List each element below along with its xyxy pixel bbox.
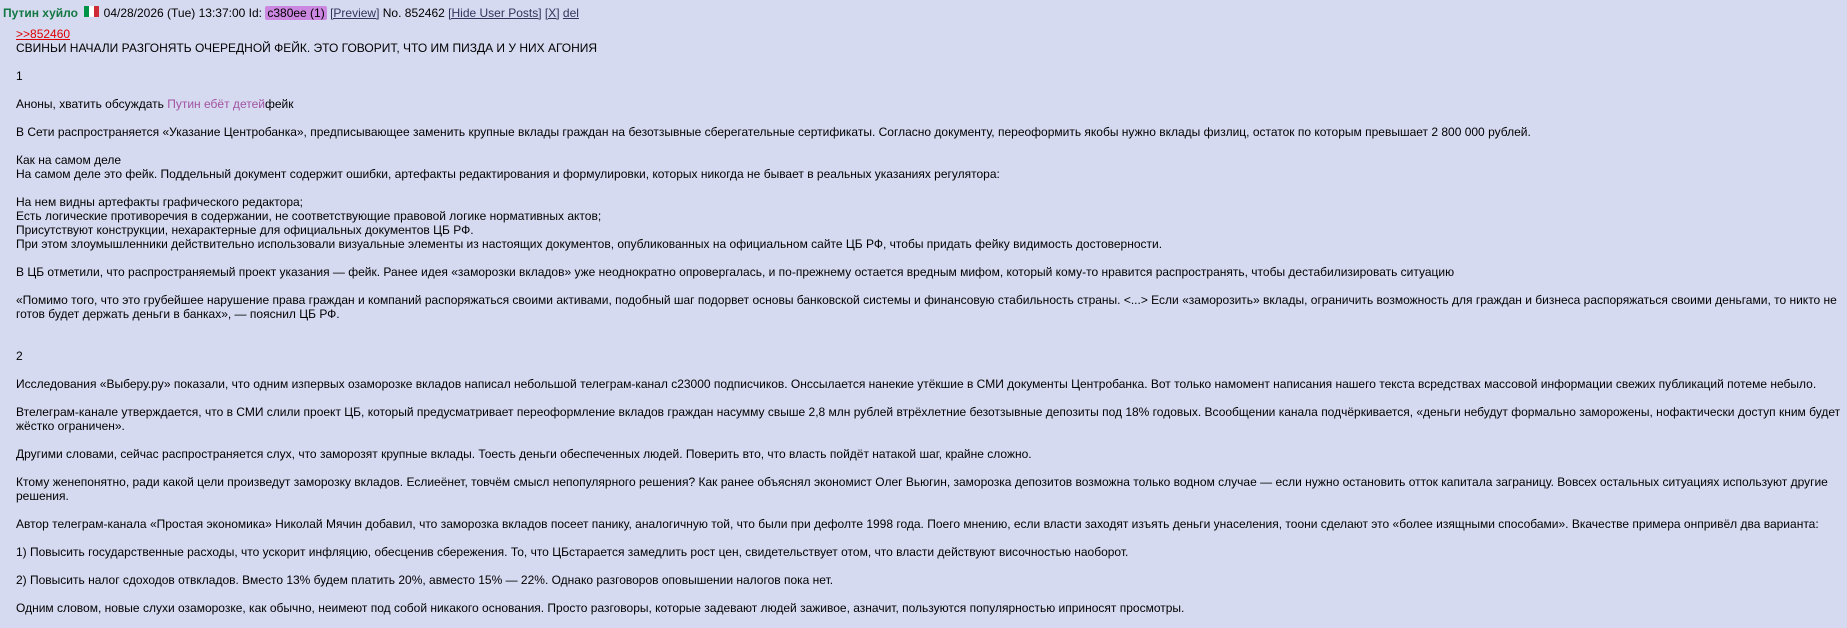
paragraph: Ктому женепонятно, ради какой цели произведут заморозку вкладов. Еслиеёнет, товчём смысл непопулярного решения? Как ранее объяснял экономист Олег Вьюгин, заморозка депозитов возможна только водном случае — если нужно остановить отток капитала заграницу. Вовсех остальных ситуациях используют другие [16, 475, 1828, 489]
list-item: На нем видны артефакты графического редактора; [16, 195, 303, 209]
paragraph: В ЦБ отметили, что распространяемый проект указания — фейк. Ранее идея «заморозки вкладов» уже неоднократно опровергалась, и по-прежнему остается вредным мифом, который кому-то нравится распространять, чтобы дестабилизировать ситуацию [16, 265, 1455, 279]
italy-flag-icon [84, 6, 99, 17]
paragraph: Втелеграм-канале утверждается, что в СМИ слили проект ЦБ, который предусматривает переоформление вкладов граждан насумму свыше 2,8 млн рублей втрёхлетние безотзывные депозиты под 18% годовых. Всообщении канала подчёркивается, «деньги небудут формально заморожены, нофактически доступ кним будет [16, 405, 1841, 419]
paragraph: готов будет держать деньги в банках», — пояснил ЦБ РФ. [16, 307, 340, 321]
post-datetime: 04/28/2026 (Tue) 13:37:00 [103, 5, 246, 20]
poster-name: Путин хуйло [3, 5, 78, 20]
list-item: Присутствуют конструкции, нехарактерные для официальных документов ЦБ РФ. [16, 223, 474, 237]
inline-highlight: Путин ебёт детей [167, 97, 265, 111]
paragraph: Исследования «Выберу.ру» показали, что одним изпервых озаморозке вкладов написал небольшой телеграм-канал с23000 подписчиков. Онссылается нанекие утёкшие в СМИ документы Центробанка. Вот только намомент написания нашего текста всредствах массовой информации свежих публикаций потеме небыло. [16, 377, 1817, 391]
preview-link[interactable]: [Preview] [330, 5, 380, 20]
paragraph: Как на самом деле [16, 153, 122, 167]
paragraph: На самом деле это фейк. Поддельный документ содержит ошибки, артефакты редактирования и формулировки, которых никогда не бывает в реальных указаниях регулятора: [16, 167, 1000, 181]
list-item: 1) Повысить государственные расходы, что ускорит инфляцию, обесценив сбережения. То, что ЦБстарается замедлить рост цен, свидетельствует отом, что власти действуют височностью наоборот. [16, 545, 1129, 559]
id-label: Id: [248, 5, 262, 20]
post-header [3, 3, 1843, 21]
section-number: 1 [16, 69, 23, 83]
delete-link[interactable]: del [562, 5, 579, 20]
section-number: 2 [16, 349, 23, 363]
paragraph: Одним словом, новые слухи озаморозке, как обычно, неимеют под собой никакого основания. Просто разговоры, которые задевают людей заживое, азначит, пользуются популярностью иприносят просмотры. [16, 601, 1185, 615]
hide-post-button[interactable]: [X] [544, 5, 560, 20]
paragraph: жёстко ограничен». [16, 419, 125, 433]
paragraph: Другими словами, сейчас распространяется слух, что заморозят крупные вклады. Тоесть деньги обеспеченных людей. Поверить вто, что власть пойдёт натакой шаг, крайне сложно. [16, 447, 1032, 461]
post-body [16, 27, 1843, 615]
post-number-link[interactable]: No. 852462 [382, 5, 445, 20]
hide-user-posts-link[interactable]: [Hide User Posts] [448, 5, 542, 20]
paragraph: решения. [16, 489, 69, 503]
paragraph: При этом злоумышленники действительно использовали визуальные элементы из настоящих документов, опубликованных на официальном сайте ЦБ РФ, чтобы придать фейку видимость достоверности. [16, 237, 1163, 251]
paragraph: «Помимо того, что это грубейшее нарушение права граждан и компаний распоряжаться своими активами, подобный шаг подорвет основы банковской системы и финансовую стабильность страны. <...> Если «заморозить» вклады, ограничить возможность для граждан и бизнеса распоряжаться своими деньгами, то никто не [16, 293, 1837, 307]
paragraph: Аноны, хватить обсуждать Путин ебёт детейфейк [16, 97, 294, 111]
post-headline: СВИНЬИ НАЧАЛИ РАЗГОНЯТЬ ОЧЕРЕДНОЙ ФЕЙК. ЭТО ГОВОРИТ, ЧТО ИМ ПИЗДА И У НИХ АГОНИЯ [16, 41, 598, 55]
list-item: 2) Повысить налог сдоходов отвкладов. Вместо 13% будем платить 20%, авместо 15% — 22%. Однако разговоров оповышении налогов пока нет. [16, 573, 834, 587]
paragraph: Автор телеграм-канала «Простая экономика» Николай Мячин добавил, что заморозка вкладов посеет панику, аналогичную той, что были при дефолте 1998 года. Поего мнению, если власти заходят изъять деньги унаселения, тоони сделают это «более изящными способами». Вкачестве примера онпривёл два варианта: [16, 517, 1819, 531]
poster-id-badge[interactable]: c380ee (1) [267, 5, 325, 20]
paragraph: В Сети распространяется «Указание Центробанка», предписывающее заменить крупные вклады граждан на безотзывные сберегательные сертификаты. Согласно документу, переоформить якобы нужно вклады физлиц, остаток по которым превышает 2 800 000 рублей. [16, 125, 1531, 139]
quote-link[interactable]: >>852460 [16, 27, 71, 41]
list-item: Есть логические противоречия в содержании, не соответствующие правовой логике нормативных актов; [16, 209, 602, 223]
